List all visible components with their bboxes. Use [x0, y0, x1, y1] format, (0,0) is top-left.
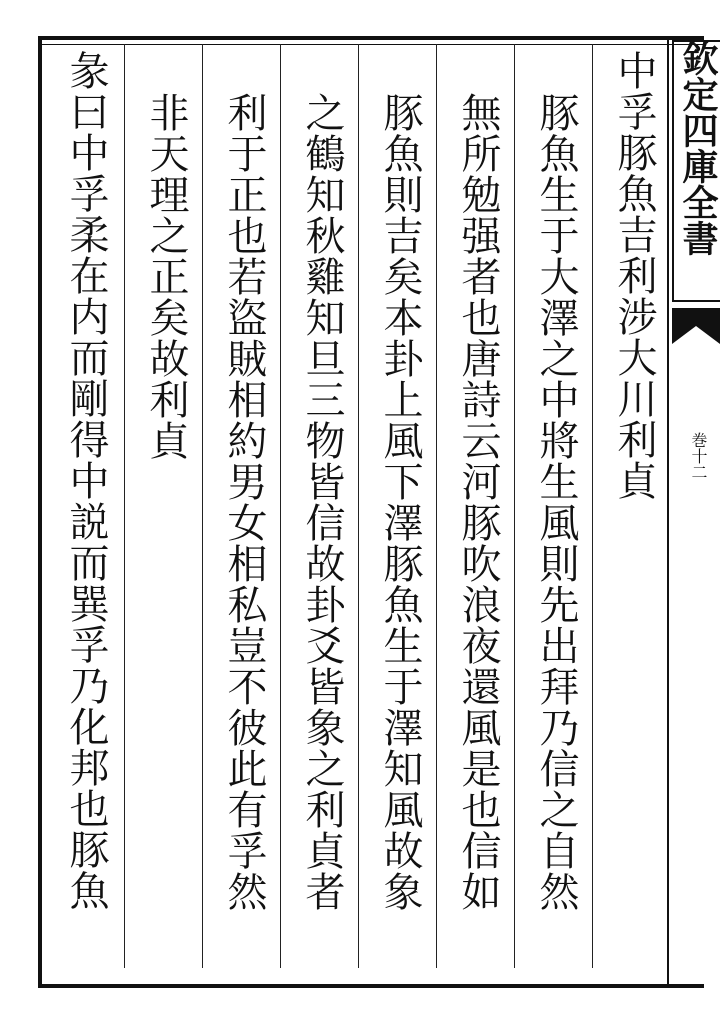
text-column: 利于正也若盜賊相約男女相私豈不彼此有孚然: [221, 92, 267, 912]
column-rule: [592, 44, 593, 968]
fishtail-mark-icon: [672, 306, 720, 346]
left-border: [38, 36, 42, 988]
column-rule: [202, 44, 203, 968]
column-rule: [124, 44, 125, 968]
column-rule: [280, 44, 281, 968]
column-rule: [514, 44, 515, 968]
column-rule: [436, 44, 437, 968]
bottom-border: [38, 984, 704, 988]
text-column: 之鶴知秋雞知旦三物皆信故卦爻皆象之利貞者: [299, 92, 345, 912]
text-column: 無所勉强者也唐詩云河豚吹浪夜還風是也信如: [455, 92, 501, 912]
margin-title: 欽定四庫全書: [677, 40, 719, 256]
right-border: [667, 36, 669, 988]
text-column: 豚魚生于大澤之中將生風則先出拜乃信之自然: [533, 92, 579, 912]
text-column-heading: 中孚豚魚吉利涉大川利貞: [611, 50, 657, 501]
text-column-heading: 彖曰中孚柔在内而剛得中説而巽孚乃化邦也豚魚: [63, 50, 109, 911]
text-column: 非天理之正矣故利貞: [143, 92, 189, 461]
text-column: 豚魚則吉矣本卦上風下澤豚魚生于澤知風故象: [377, 92, 423, 912]
margin-volume: 巻十二: [689, 432, 708, 480]
column-rule: [358, 44, 359, 968]
top-inner-border: [38, 44, 704, 45]
top-border: [38, 36, 704, 40]
